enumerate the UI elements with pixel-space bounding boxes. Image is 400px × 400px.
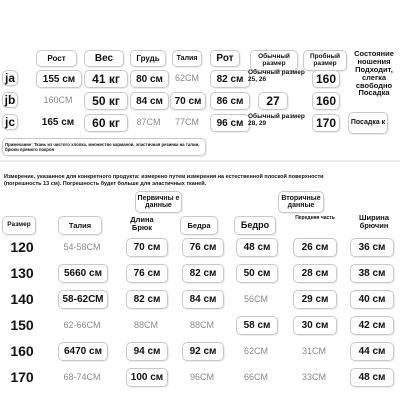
cell-pants-length: 70 см [126, 238, 168, 257]
cell-regular-size: Обычный размер 25, 26 [248, 69, 305, 83]
cell-weight: 50 кг [84, 92, 128, 110]
cell-front-rise: 30 см [293, 316, 337, 335]
header-size: Размер [2, 216, 36, 235]
cell-waist: 6470 см [58, 342, 108, 361]
cell-leg-width: 40 см [350, 290, 394, 309]
cell-height: 160СМ [43, 95, 73, 105]
cell-pants-length: 100 см [126, 368, 168, 387]
cell-weight: 41 кг [84, 70, 128, 88]
header-front-rise: Передняя часть [295, 215, 335, 221]
cell-waist: 77СМ [175, 117, 199, 127]
cell-thigh: 48 см [236, 238, 278, 257]
cell-regular-size: 27 [258, 92, 288, 110]
cell-thigh: 62СМ [244, 345, 268, 356]
cell-waist: 58-62СМ [58, 290, 108, 309]
header-waist: Талия [172, 50, 202, 67]
cell-pants-length: 94 см [126, 342, 168, 361]
cell-thigh: 50 см [236, 264, 278, 283]
header-mouth: Рот [210, 50, 240, 67]
cell-leg-width: 36 см [350, 238, 394, 257]
cell-size: 120 [10, 238, 34, 255]
cell-chest: 84 см [130, 92, 169, 110]
header-thigh: Бедро [234, 216, 276, 235]
cell-mouth: 82 см [210, 70, 250, 88]
cell-hips: 88СМ [190, 319, 214, 330]
cell-leg-width: 48 см [350, 368, 394, 387]
cell-front-rise: 31СМ [302, 345, 326, 356]
header-height: Рост [36, 50, 77, 67]
cell-size: 170 [10, 368, 34, 385]
cell-waist: 54-58СМ [63, 241, 101, 252]
cell-size: 130 [10, 264, 34, 281]
cell-hips: 84 см [182, 290, 224, 309]
cell-front-rise: 28 см [293, 264, 337, 283]
header-waist: Талия [58, 216, 102, 235]
row-label-jc: jc [2, 114, 18, 130]
section-divider [0, 160, 400, 162]
cell-regular-size: Обычный размер 28, 29 [248, 113, 305, 127]
cell-height: 165 см [41, 117, 75, 128]
header-trial-size: Пробный размер [303, 50, 347, 71]
cell-height: 155 см [36, 70, 82, 88]
cell-trial-size: 170 [312, 114, 340, 132]
group-secondary-data: Вторичные данные [278, 191, 324, 213]
measurement-note: Измерение, указанное для конкретного продукта: измерено путем измерения на естественной плоской поверхности (погрешность 13 см). Погрешность будет больше для эластичных тканей. [4, 174, 324, 187]
header-chest: Грудь [130, 50, 166, 67]
cell-waist: 68-74СМ [63, 371, 101, 382]
cell-weight: 60 кг [84, 114, 128, 132]
header-regular-size: Обычный размер [250, 50, 298, 71]
cell-hips: 76 см [182, 238, 224, 257]
cell-trial-size: 160 [312, 70, 340, 88]
cell-waist: 62-66СМ [63, 319, 101, 330]
cell-hips: 96СМ [190, 371, 214, 382]
cell-leg-width: 42 см [350, 316, 394, 335]
cell-thigh: 66СМ [244, 371, 268, 382]
header-fit-condition: Состояние ношения Подходит, слегка свободно Посадка [354, 49, 394, 98]
cell-pants-length: 82 см [126, 290, 168, 309]
cell-front-rise: 29 см [293, 290, 337, 309]
cell-mouth: 96 см [210, 114, 250, 132]
cell-hips: 92 см [182, 342, 224, 361]
fabric-note [2, 138, 206, 156]
cell-trial-size: 160 [312, 92, 340, 110]
cell-front-rise: 33СМ [302, 371, 326, 382]
header-hips: Бедра [180, 216, 218, 235]
header-leg-width: Ширина брючин [358, 213, 390, 230]
cell-fit: Посадка к [348, 112, 388, 134]
cell-waist: 5660 см [58, 264, 108, 283]
header-pants-length: Длина Брюк [130, 215, 154, 232]
cell-hips: 82 см [182, 264, 224, 283]
cell-size: 140 [10, 290, 34, 307]
fabric-note-text: Примечание: Ткань из чистого хлопка, множество карманов, эластичная резинка на талии, брюки прямого покроя [5, 141, 200, 152]
cell-size: 160 [10, 342, 34, 359]
cell-thigh: 58 см [236, 316, 278, 335]
group-primary-data: Первичны е данные [135, 191, 182, 213]
row-label-jb: jb [2, 92, 18, 108]
cell-pants-length: 76 см [126, 264, 168, 283]
cell-chest: 80 см [130, 70, 169, 88]
header-weight: Вес [84, 50, 124, 67]
cell-chest: 87СМ [136, 117, 161, 127]
cell-front-rise: 26 см [293, 238, 337, 257]
cell-mouth: 86 см [210, 92, 250, 110]
cell-leg-width: 38 см [350, 264, 394, 283]
row-label-ja: ja [2, 70, 18, 86]
cell-waist: 70 см [170, 92, 206, 110]
cell-pants-length: 88СМ [134, 319, 158, 330]
cell-waist: 62СМ [175, 73, 199, 83]
cell-thigh: 56СМ [244, 293, 268, 304]
cell-size: 150 [10, 316, 34, 333]
cell-leg-width: 44 см [350, 342, 394, 361]
